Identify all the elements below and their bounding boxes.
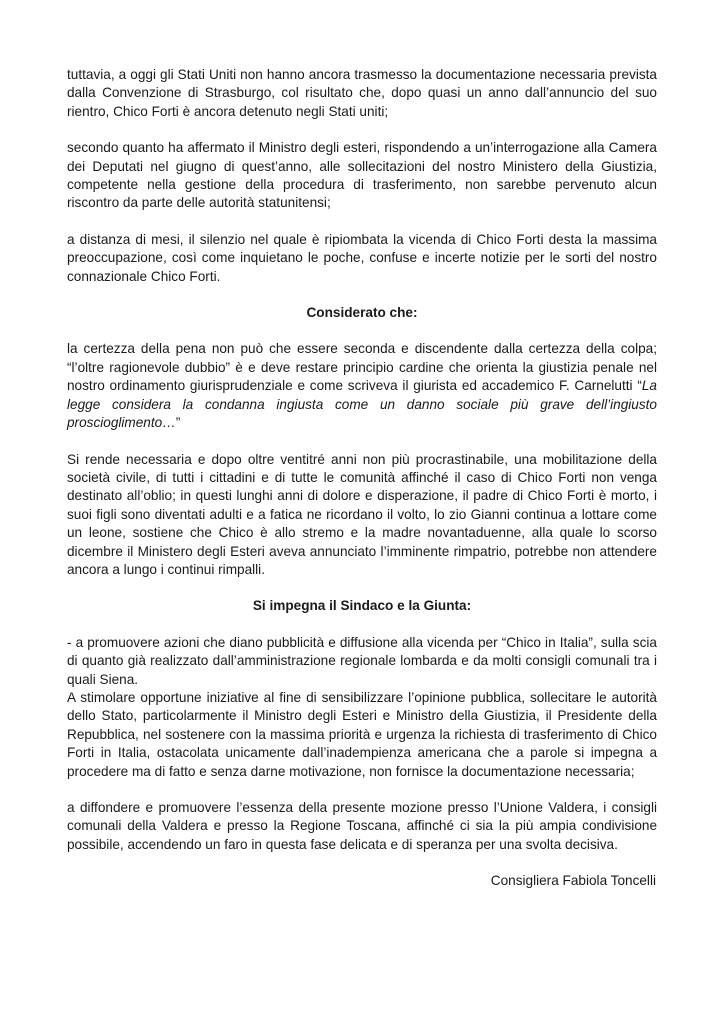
document-body [67, 66, 657, 872]
paragraph-impegna-3: a diffondere e promuovere l’essenza della presente mozione presso l’Unione Valdera, i consigli comunali della Valdera e presso la Regione Toscana, affinché ci sia la più ampia condivisione possibile, accendendo un faro in questa fase delicata e di speranza per una svolta decisiva. [67, 800, 657, 852]
paragraph-considerato-2: Si rende necessaria e dopo oltre ventitré anni non più procrastinabile, una mobilitazione della società civile, di tutti i cittadini e di tutte le comunità affinché il caso di Chico Forti non venga destinato all’oblio; in questi lunghi anni di dolore e disperazione, il padre di Chico Forti è morto, i suoi figli sono diventati adulti e a fatica ne ricordano il volto, lo zio Gianni continua a lottare come un leone, sostiene che Chico è allo stremo e la madre novantaduenne, alla quale lo scorso dicembre il Ministero degli Esteri aveva annunciato l’imminente rimpatrio, potrebbe non attendere ancora a lungo i continui rimpalli. [67, 451, 657, 577]
paragraph-intro-1: tuttavia, a oggi gli Stati Uniti non hanno ancora trasmesso la documentazione necessaria prevista dalla Convenzione di Strasburgo, col risultato che, dopo quasi un anno dall’annuncio del suo rientro, Chico Forti è ancora detenuto negli Stati uniti; [67, 67, 657, 119]
signature: Consigliera Fabiola Toncelli [490, 873, 656, 888]
quote-close: ” [175, 415, 181, 431]
considerato-text: la certezza della pena non può che essere seconda e discendente dalla certezza della colpa; “l’oltre ragionevole dubbio” è e deve restare principio cardine che orienta la giustizia penale nel nostro ordinamento giurisprudenziale e come scriveva il giurista ed accademico F. Carnelutti “ [67, 341, 657, 394]
paragraph-considerato-1 [67, 340, 657, 432]
paragraph-intro-2: secondo quanto ha affermato il Ministro degli esteri, rispondendo a un’interrogazione alla Camera dei Deputati nel giugno di quest’anno, alle sollecitazioni del nostro Ministero della Giustizia, competente nella gestione della procedura di trasferimento, non sarebbe pervenuto alcun riscontro da parte delle autorità statunitensi; [67, 140, 657, 211]
heading-impegna: Si impegna il Sindaco e la Giunta: [252, 598, 472, 614]
carnelutti-quote: La legge considera la condanna ingiusta come un danno sociale più grave dell’ingiusto proscioglimento… [67, 378, 657, 431]
paragraph-intro-3: a distanza di mesi, il silenzio nel quale è ripiombata la vicenda di Chico Forti desta la massima preoccupazione, così come inquietano le poche, confuse e incerte notizie per le sorti del nostro connazionale Chico Forti. [67, 231, 657, 284]
heading-considerato: Considerato che: [306, 305, 418, 321]
paragraph-impegna-1: - a promuovere azioni che diano pubblicità e diffusione alla vicenda per “Chico in Italia”, sulla scia di quanto già realizzato dall’amministrazione regionale lombarda e da molti consigli comunali tra i quali Siena. [67, 634, 657, 687]
paragraph-impegna-2: A stimolare opportune iniziative al fine di sensibilizzare l’opinione pubblica, sollecitare le autorità dello Stato, particolarmente il Ministro degli Esteri e Ministro della Giustizia, il Presidente della Repubblica, nel sostenere con la massima priorità e urgenza la richiesta di trasferimento di Chico Forti in Italia, ostacolata unicamente dall’inadempienza americana che a parole si impegna a procedere ma di fatto e senza darne motivazione, non fornisce la documentazione necessaria; [67, 689, 657, 779]
